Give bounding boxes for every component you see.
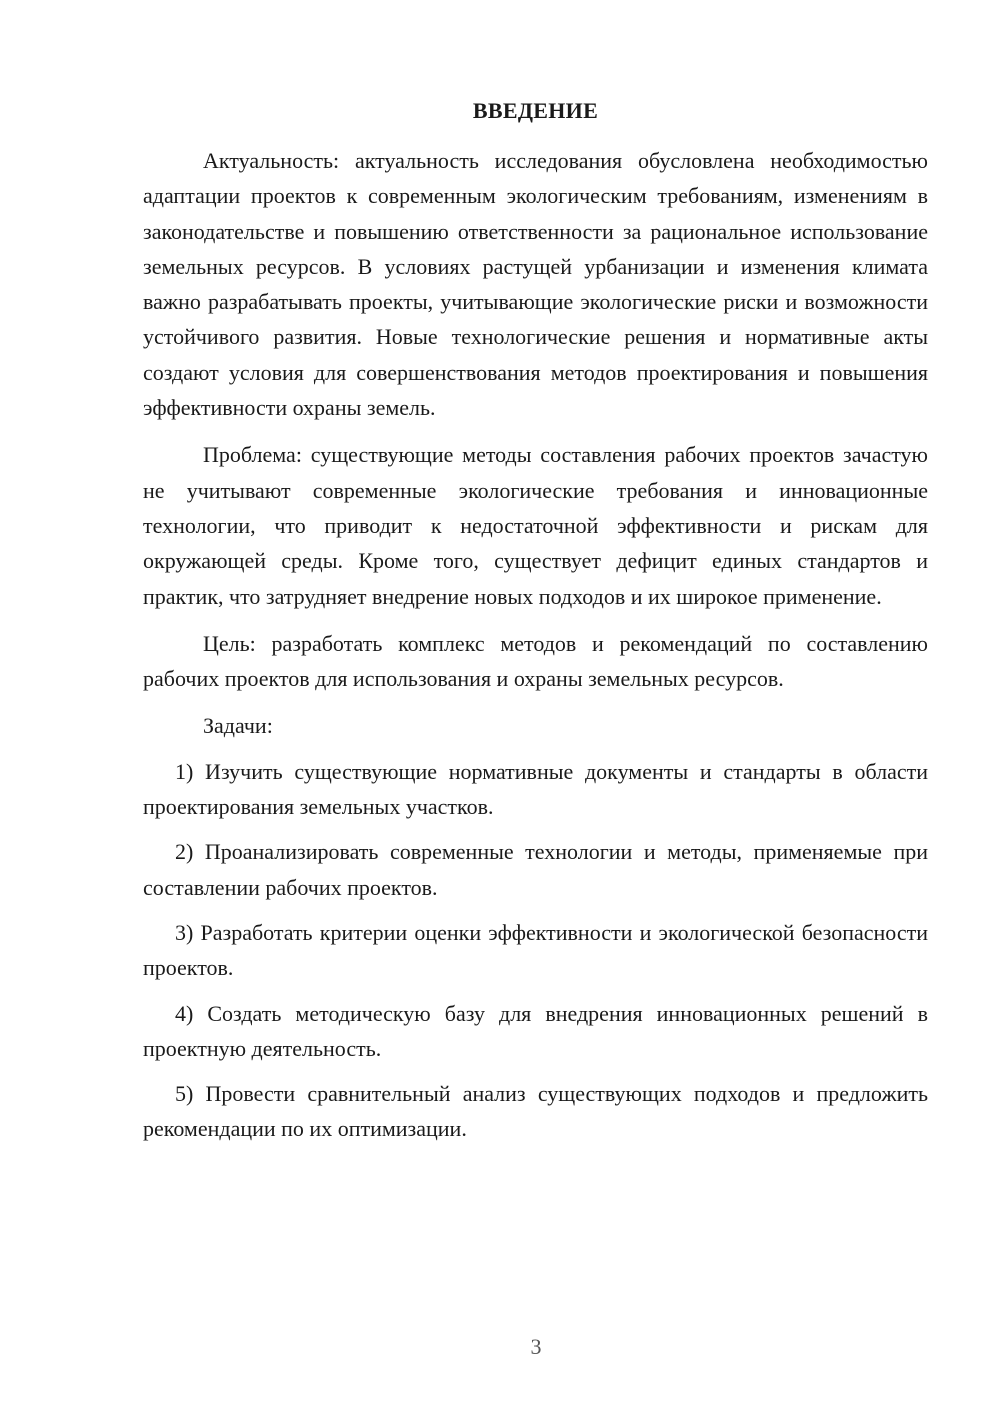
task-item: 3) Разработать критерии оценки эффективности и экологической безопасности проектов. — [143, 919, 928, 981]
task-item: 2) Проанализировать современные технологии и методы, применяемые при составлении рабочих проектов. — [143, 839, 928, 900]
goal-paragraph: Цель: разработать комплекс методов и рекомендаций по составлению рабочих проектов для использования и охраны земельных ресурсов. — [143, 630, 928, 692]
section-title: ВВЕДЕНИЕ — [472, 98, 599, 123]
task-item: 1) Изучить существующие нормативные документы и стандарты в области проектирования земельных участков. — [143, 758, 928, 820]
problem-paragraph: Проблема: существующие методы составления рабочих проектов зачастую не учитывают современные экологические требования и инновационные технологии, что приводит к недостаточной эффективности и рискам для окружающей среды. Кроме того, существует дефицит единых стандартов и практик, что затрудняет внедрение новых подходов и их широкое применение. — [143, 442, 928, 609]
page-number: 3 — [530, 1334, 542, 1359]
task-item: 4) Создать методическую базу для внедрения инновационных решений в проектную деятельность. — [143, 1000, 928, 1061]
document-body — [143, 143, 928, 1147]
task-item: 5) Провести сравнительный анализ существующих подходов и предложить рекомендации по их оптимизации. — [143, 1081, 928, 1142]
relevance-paragraph: Актуальность: актуальность исследования обусловлена необходимостью адаптации проектов к современным экологическим требованиям, изменениям в законодательстве и повышению ответственности за рациональное использование земельных ресурсов. В условиях растущей урбанизации и изменения климата важно разрабатывать проекты, учитывающие экологические риски и возможности устойчивого развития. Новые технологические решения и нормативные акты создают условия для совершенствования методов проектирования и повышения эффективности охраны земель. — [143, 148, 928, 421]
tasks-heading: Задачи: — [203, 713, 273, 739]
